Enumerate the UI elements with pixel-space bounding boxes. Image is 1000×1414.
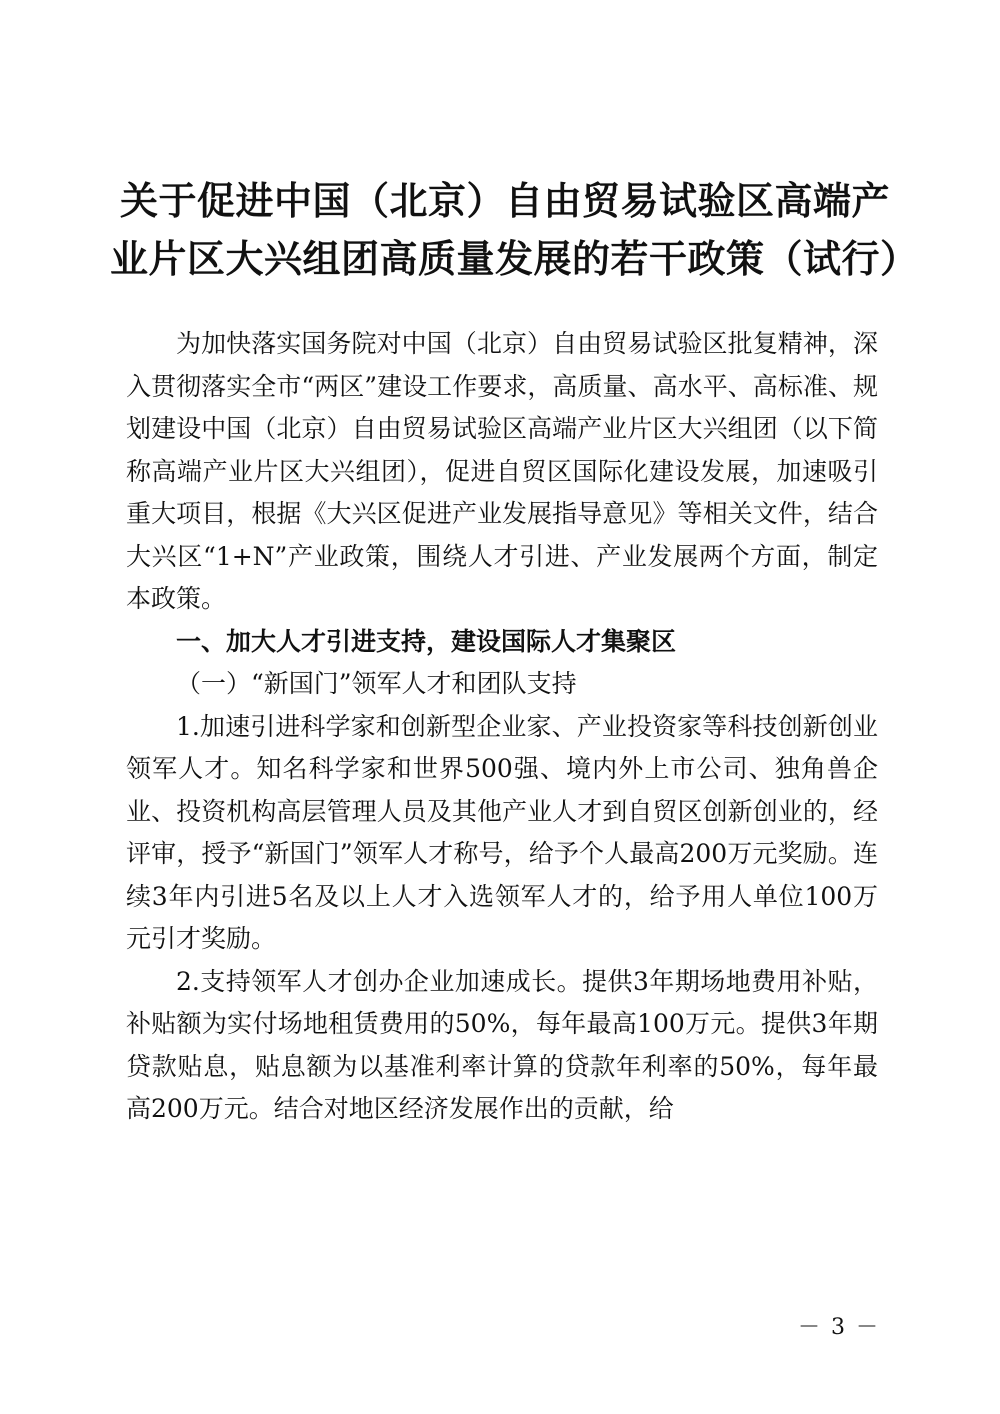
- subsection-heading-1: （一）“新国门”领军人才和团队支持: [176, 669, 577, 698]
- intro-paragraph: 为加快落实国务院对中国（北京）自由贸易试验区批复精神，深入贯彻落实全市“两区”建设工作要求，高质量、高水平、高标准、规划建设中国（北京）自由贸易试验区高端产业片区大兴组团（以下简称高端产业片区大兴组团），促进自贸区国际化建设发展，加速吸引重大项目，根据《大兴区促进产业发展指导意见》等相关文件，结合大兴区“1+N”产业政策，围绕人才引进、产业发展两个方面，制定本政策。: [126, 329, 878, 613]
- document-title: [110, 172, 919, 288]
- page-number: － 3 －: [798, 1315, 880, 1340]
- clause-1-paragraph: 1.加速引进科学家和创新型企业家、产业投资家等科技创新创业领军人才。知名科学家和世界500强、境内外上市公司、独角兽企业、投资机构高层管理人员及其他产业人才到自贸区创新创业的，经评审，授予“新国门”领军人才称号，给予个人最高200万元奖励。连续3年内引进5名及以上人才入选领军人才的，给予用人单位100万元引才奖励。: [126, 711, 878, 953]
- title-line-2: 业片区大兴组团高质量发展的若干政策（试行）: [110, 237, 919, 281]
- title-line-1: 关于促进中国（北京）自由贸易试验区高端产: [119, 179, 890, 223]
- clause-2-paragraph: 2.支持领军人才创办企业加速成长。提供3年期场地费用补贴，补贴额为实付场地租赁费用的50%，每年最高100万元。提供3年期贷款贴息，贴息额为以基准利率计算的贷款年利率的50%，每年最高200万元。结合对地区经济发展作出的贡献，给: [126, 966, 878, 1123]
- section-heading-1: 一、加大人才引进支持，建设国际人才集聚区: [176, 626, 677, 656]
- document-body: [126, 323, 878, 1131]
